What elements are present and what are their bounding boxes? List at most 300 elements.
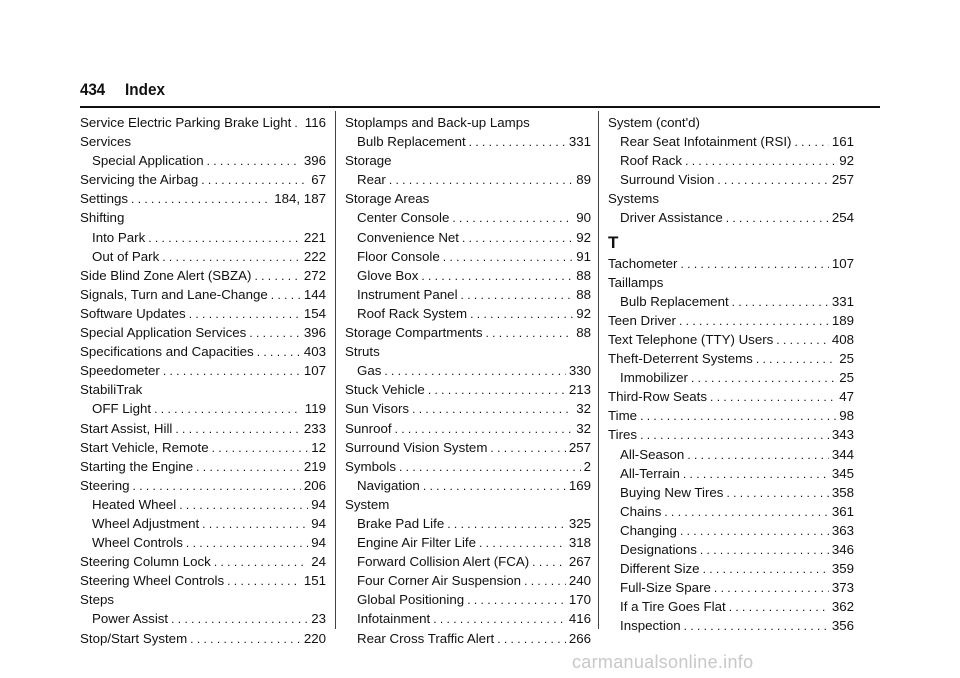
dot-leader — [171, 610, 308, 628]
index-entry-label: Settings — [80, 191, 129, 207]
index-entry — [80, 457, 326, 476]
index-entry — [608, 425, 854, 444]
index-entry-label: Rear — [357, 172, 386, 188]
index-entry-label: Engine Air Filter Life — [357, 535, 476, 551]
index-subentry — [345, 590, 591, 609]
index-page-reference: 170 — [568, 592, 591, 608]
index-page-reference: 91 — [576, 248, 591, 264]
dot-leader — [201, 171, 308, 189]
dot-leader — [462, 229, 573, 247]
index-subentry — [345, 132, 591, 151]
index-heading — [345, 189, 591, 208]
dot-leader — [680, 522, 829, 540]
index-entry — [608, 406, 854, 425]
index-entry-label: Bulb Replacement — [357, 134, 466, 150]
index-subentry — [345, 629, 591, 648]
index-page-reference: 88 — [576, 267, 591, 283]
dot-leader — [691, 369, 836, 387]
index-page-reference: 325 — [568, 515, 591, 531]
index-page-reference: 47 — [839, 389, 854, 405]
dot-leader — [257, 343, 301, 361]
index-page-reference: 189 — [831, 312, 854, 328]
index-page-reference: 94 — [311, 496, 326, 512]
index-page-reference: 346 — [831, 541, 854, 557]
index-column-2 — [345, 113, 591, 648]
index-subentry — [608, 502, 854, 521]
index-column-3 — [608, 113, 854, 635]
index-entry — [80, 361, 326, 380]
index-page-reference: 88 — [576, 286, 591, 302]
index-entry-label: Surround Vision System — [345, 439, 488, 455]
index-entry — [80, 113, 326, 132]
index-heading — [345, 113, 591, 132]
page-header — [80, 80, 880, 112]
index-page-reference: 25 — [839, 370, 854, 386]
index-entry — [608, 330, 854, 349]
index-entry — [80, 552, 326, 571]
index-page-reference: 12 — [311, 439, 326, 455]
index-entry-label: Gas — [357, 363, 382, 379]
index-entry — [608, 387, 854, 406]
index-entry-label: Brake Pad Life — [357, 515, 445, 531]
index-subentry — [608, 445, 854, 464]
dot-leader — [389, 171, 573, 189]
index-entry — [345, 323, 591, 342]
index-entry-label: Steering Wheel Controls — [80, 573, 225, 589]
index-entry-label: System — [345, 496, 390, 512]
index-entry-label: Infotainment — [357, 611, 431, 627]
index-entry-label: Four Corner Air Suspension — [357, 573, 522, 589]
dot-leader — [776, 331, 829, 349]
index-entry-label: Signals, Turn and Lane-Change — [80, 286, 268, 302]
index-entry-label: Third-Row Seats — [608, 389, 708, 405]
dot-leader — [687, 446, 829, 464]
index-page-reference: 408 — [831, 331, 854, 347]
index-subentry — [345, 208, 591, 227]
index-entry-label: All-Season — [620, 446, 685, 462]
dot-leader — [452, 209, 573, 227]
index-entry-label: Power Assist — [92, 611, 169, 627]
index-entry-label: Roof Rack — [620, 153, 683, 169]
index-page-reference: 359 — [831, 561, 854, 577]
index-page-reference: 361 — [831, 503, 854, 519]
index-entry-label: Rear Cross Traffic Alert — [357, 630, 495, 646]
index-entry-label: Service Electric Parking Brake Light — [80, 115, 292, 130]
index-entry-label: Struts — [345, 344, 380, 360]
dot-leader — [685, 152, 836, 170]
index-entry-label: Chains — [620, 503, 662, 519]
index-page-reference: 240 — [568, 573, 591, 589]
index-page-reference: 345 — [831, 465, 854, 481]
index-heading — [345, 151, 591, 170]
index-entry-label: Symbols — [345, 458, 396, 474]
index-subentry — [345, 304, 591, 323]
index-subentry — [608, 368, 854, 387]
dot-leader — [726, 484, 828, 502]
watermark-text: carmanualsonline.info — [572, 652, 754, 672]
index-entry-label: Changing — [620, 522, 677, 538]
index-entry-label: Steering Column Lock — [80, 554, 211, 570]
index-heading — [80, 380, 326, 399]
dot-leader — [294, 114, 301, 132]
index-entry — [345, 399, 591, 418]
index-page-reference: 169 — [568, 477, 591, 493]
index-entry — [80, 323, 326, 342]
dot-leader — [794, 133, 828, 151]
index-entry-label: Systems — [608, 191, 659, 207]
index-subentry — [608, 208, 854, 227]
index-page-reference: 396 — [303, 325, 326, 341]
dot-leader — [469, 133, 566, 151]
index-entry-label: Roof Rack System — [357, 305, 468, 321]
index-entry-label: Time — [608, 408, 638, 424]
index-page-reference: 184, 187 — [274, 191, 326, 207]
index-entry-label: Services — [80, 134, 131, 150]
index-page-reference: 107 — [303, 363, 326, 379]
index-page-reference: 257 — [831, 172, 854, 188]
index-subentry — [345, 476, 591, 495]
dot-leader — [189, 305, 301, 323]
dot-leader — [461, 286, 574, 304]
index-subentry — [80, 247, 326, 266]
index-page-reference: 267 — [568, 554, 591, 570]
index-subentry — [608, 597, 854, 616]
index-entry-label: Theft-Deterrent Systems — [608, 351, 753, 367]
index-entry-label: Tachometer — [608, 255, 678, 271]
index-entry-label: Shifting — [80, 210, 125, 226]
index-subentry — [80, 228, 326, 247]
index-subentry — [608, 151, 854, 170]
dot-leader — [196, 458, 301, 476]
index-page-reference: 416 — [568, 611, 591, 627]
index-heading — [608, 273, 854, 292]
index-page-reference: 233 — [303, 420, 326, 436]
index-page-reference: 362 — [831, 599, 854, 615]
index-entry-label: Stop/Start System — [80, 630, 188, 646]
dot-leader — [433, 610, 566, 628]
index-entry-label: Special Application Services — [80, 325, 247, 341]
index-page-reference: 318 — [568, 535, 591, 551]
index-subentry — [345, 552, 591, 571]
index-entry-label: StabiliTrak — [80, 382, 143, 398]
dot-leader — [467, 591, 566, 609]
index-entry-label: Storage — [345, 153, 392, 169]
index-page-reference: 272 — [303, 267, 326, 283]
dot-leader — [212, 439, 309, 457]
index-entry-label: Stoplamps and Back-up Lamps — [345, 115, 530, 130]
index-entry-label: Steering — [80, 477, 130, 493]
index-subentry — [345, 285, 591, 304]
index-entry-label: All-Terrain — [620, 465, 680, 481]
dot-leader — [227, 572, 301, 590]
index-subentry — [345, 514, 591, 533]
index-entry-label: Speedometer — [80, 363, 160, 379]
dot-leader — [485, 324, 573, 342]
dot-leader — [249, 324, 301, 342]
index-page-reference: 88 — [576, 325, 591, 341]
index-page-reference: 154 — [303, 305, 326, 321]
index-entry-label: System (cont'd) — [608, 115, 700, 130]
index-entry-label: Buying New Tires — [620, 484, 724, 500]
index-entry — [80, 438, 326, 457]
index-heading — [608, 189, 854, 208]
dot-leader — [148, 229, 301, 247]
index-page-reference: 221 — [303, 229, 326, 245]
index-entry — [80, 266, 326, 285]
index-entry-label: Different Size — [620, 561, 700, 577]
dot-leader — [703, 560, 829, 578]
dot-leader — [710, 388, 836, 406]
index-page-reference: 94 — [311, 535, 326, 551]
index-heading — [345, 495, 591, 514]
dot-leader — [684, 617, 829, 635]
index-subentry — [345, 609, 591, 628]
index-subentry — [345, 571, 591, 590]
index-subentry — [608, 578, 854, 597]
index-page-reference: 116 — [304, 115, 326, 130]
index-entry-label: Stuck Vehicle — [345, 382, 425, 398]
dot-leader — [717, 171, 828, 189]
dot-leader — [190, 630, 301, 648]
dot-leader — [732, 293, 829, 311]
index-entry-label: Specifications and Capacities — [80, 344, 254, 360]
index-heading — [608, 113, 854, 132]
dot-leader — [131, 190, 271, 208]
index-page-reference: 2 — [583, 458, 591, 474]
index-page-reference: 67 — [311, 172, 326, 188]
index-entry-label: Wheel Controls — [92, 535, 183, 551]
dot-leader — [399, 458, 581, 476]
dot-leader — [412, 400, 573, 418]
dot-leader — [447, 515, 566, 533]
index-subentry — [345, 247, 591, 266]
dot-leader — [395, 420, 574, 438]
index-entry-label: Storage Areas — [345, 191, 430, 207]
index-page-reference: 32 — [576, 420, 591, 436]
dot-leader — [214, 553, 308, 571]
index-heading — [345, 342, 591, 361]
dot-leader — [443, 248, 573, 266]
dot-leader — [162, 248, 301, 266]
dot-leader — [490, 439, 565, 457]
dot-leader — [714, 579, 829, 597]
index-entry — [80, 304, 326, 323]
index-entry — [345, 438, 591, 457]
index-entry — [80, 170, 326, 189]
index-entry-label: Tires — [608, 427, 638, 443]
page-title: Index — [125, 80, 165, 99]
index-page-reference: 396 — [303, 153, 326, 169]
index-entry-label: OFF Light — [92, 401, 152, 417]
index-column-1 — [80, 113, 326, 648]
index-entry-label: Out of Park — [92, 248, 160, 264]
index-page-reference: 24 — [311, 554, 326, 570]
index-subentry — [608, 170, 854, 189]
index-entry-label: Wheel Adjustment — [92, 515, 200, 531]
index-page-reference: 23 — [311, 611, 326, 627]
dot-leader — [428, 381, 566, 399]
dot-leader — [202, 515, 308, 533]
index-entry-label: Side Blind Zone Alert (SBZA) — [80, 267, 252, 283]
index-entry-label: Surround Vision — [620, 172, 715, 188]
index-section-letter: T — [608, 232, 619, 252]
index-entry-label: Software Updates — [80, 305, 186, 321]
index-entry-label: Sunroof — [345, 420, 392, 436]
index-subentry — [345, 361, 591, 380]
dot-leader — [384, 362, 565, 380]
index-page-reference: 92 — [839, 153, 854, 169]
index-page-reference: 98 — [839, 408, 854, 424]
index-subentry — [80, 609, 326, 628]
index-page-reference: 220 — [303, 630, 326, 646]
dot-leader — [479, 534, 566, 552]
index-page-reference: 363 — [831, 522, 854, 538]
index-entry — [608, 254, 854, 273]
dot-leader — [423, 477, 566, 495]
dot-leader — [680, 255, 828, 273]
index-entry-label: Designations — [620, 541, 697, 557]
index-entry-label: Sun Visors — [345, 401, 410, 417]
index-page-reference: 32 — [576, 401, 591, 417]
page-number: 434 — [80, 80, 105, 99]
index-entry — [608, 349, 854, 368]
index-entry-label: Starting the Engine — [80, 458, 194, 474]
index-page-reference: 330 — [568, 363, 591, 379]
index-page-reference: 107 — [831, 255, 854, 271]
index-entry-label: Storage Compartments — [345, 325, 483, 341]
index-entry-label: Driver Assistance — [620, 210, 723, 226]
index-subentry — [608, 292, 854, 311]
index-page-reference: 25 — [839, 351, 854, 367]
index-entry-label: Text Telephone (TTY) Users — [608, 331, 774, 347]
dot-leader — [640, 426, 829, 444]
index-entry-label: Navigation — [357, 477, 420, 493]
index-entry — [80, 476, 326, 495]
index-subentry — [80, 399, 326, 418]
dot-leader — [254, 267, 300, 285]
index-page-reference: 373 — [831, 580, 854, 596]
index-page-reference: 151 — [303, 573, 326, 589]
index-entry — [80, 571, 326, 590]
index-entry — [345, 380, 591, 399]
index-entry — [80, 285, 326, 304]
index-entry-label: Immobilizer — [620, 370, 688, 386]
dot-leader — [497, 630, 566, 648]
index-entry — [345, 419, 591, 438]
index-page-reference: 403 — [303, 344, 326, 360]
index-heading — [80, 590, 326, 609]
dot-leader — [163, 362, 301, 380]
index-entry-label: Heated Wheel — [92, 496, 177, 512]
header-rule — [80, 106, 880, 108]
index-heading — [80, 132, 326, 151]
index-page-reference: 89 — [576, 172, 591, 188]
dot-leader — [470, 305, 573, 323]
index-subentry — [80, 495, 326, 514]
dot-leader — [640, 407, 836, 425]
index-entry-label: If a Tire Goes Flat — [620, 599, 726, 615]
index-subentry — [608, 132, 854, 151]
index-page-reference: 257 — [568, 439, 591, 455]
index-entry — [80, 342, 326, 361]
index-page-reference: 356 — [831, 618, 854, 634]
dot-leader — [683, 465, 829, 483]
index-entry-label: Inspection — [620, 618, 681, 634]
dot-leader — [179, 496, 308, 514]
index-heading — [80, 208, 326, 227]
index-entry-label: Taillamps — [608, 274, 664, 290]
index-subentry — [345, 170, 591, 189]
index-page-reference: 344 — [831, 446, 854, 462]
index-entry-label: Glove Box — [357, 267, 419, 283]
index-subentry — [608, 521, 854, 540]
index-entry — [608, 311, 854, 330]
index-entry-label: Servicing the Airbag — [80, 172, 199, 188]
index-page-reference: 358 — [831, 484, 854, 500]
index-subentry — [608, 464, 854, 483]
index-entry — [80, 189, 326, 208]
index-entry-label: Instrument Panel — [357, 286, 458, 302]
dot-leader — [186, 534, 308, 552]
index-entry-label: Bulb Replacement — [620, 293, 729, 309]
index-page-reference: 219 — [303, 458, 326, 474]
index-entry-label: Floor Console — [357, 248, 440, 264]
index-page-reference: 119 — [304, 401, 326, 417]
index-subentry — [608, 483, 854, 502]
index-subentry — [345, 228, 591, 247]
index-page-reference: 254 — [831, 210, 854, 226]
dot-leader — [207, 152, 301, 170]
index-page-reference: 331 — [568, 134, 591, 150]
dot-leader — [175, 420, 300, 438]
dot-leader — [133, 477, 301, 495]
dot-leader — [421, 267, 573, 285]
dot-leader — [679, 312, 829, 330]
index-entry-label: Steps — [80, 592, 115, 608]
index-page-reference: 206 — [303, 477, 326, 493]
index-page-reference: 222 — [303, 248, 326, 264]
index-page-reference: 213 — [568, 382, 591, 398]
index-entry-label: Teen Driver — [608, 312, 676, 328]
index-entry-label: Center Console — [357, 210, 450, 226]
index-page-reference: 92 — [576, 305, 591, 321]
index-page-reference: 161 — [831, 134, 854, 150]
index-entry-label: Special Application — [92, 153, 204, 169]
index-entry-label: Full-Size Spare — [620, 580, 711, 596]
dot-leader — [729, 598, 829, 616]
index-entry-label: Start Vehicle, Remote — [80, 439, 209, 455]
index-page-reference: 331 — [831, 293, 854, 309]
dot-leader — [154, 400, 302, 418]
index-subentry — [608, 559, 854, 578]
dot-leader — [271, 286, 301, 304]
index-page-reference: 92 — [576, 229, 591, 245]
index-page-reference: 90 — [576, 210, 591, 226]
index-page-reference: 266 — [568, 630, 591, 646]
index-entry-label: Global Positioning — [357, 592, 465, 608]
dot-leader — [524, 572, 566, 590]
index-entry-label: Rear Seat Infotainment (RSI) — [620, 134, 792, 150]
dot-leader — [756, 350, 836, 368]
index-entry-label: Into Park — [92, 229, 146, 245]
index-entry — [345, 457, 591, 476]
index-entry — [80, 419, 326, 438]
index-entry-label: Convenience Net — [357, 229, 460, 245]
index-subentry — [608, 540, 854, 559]
index-subentry — [80, 514, 326, 533]
index-subentry — [80, 533, 326, 552]
index-entry-label: Forward Collision Alert (FCA) — [357, 554, 530, 570]
